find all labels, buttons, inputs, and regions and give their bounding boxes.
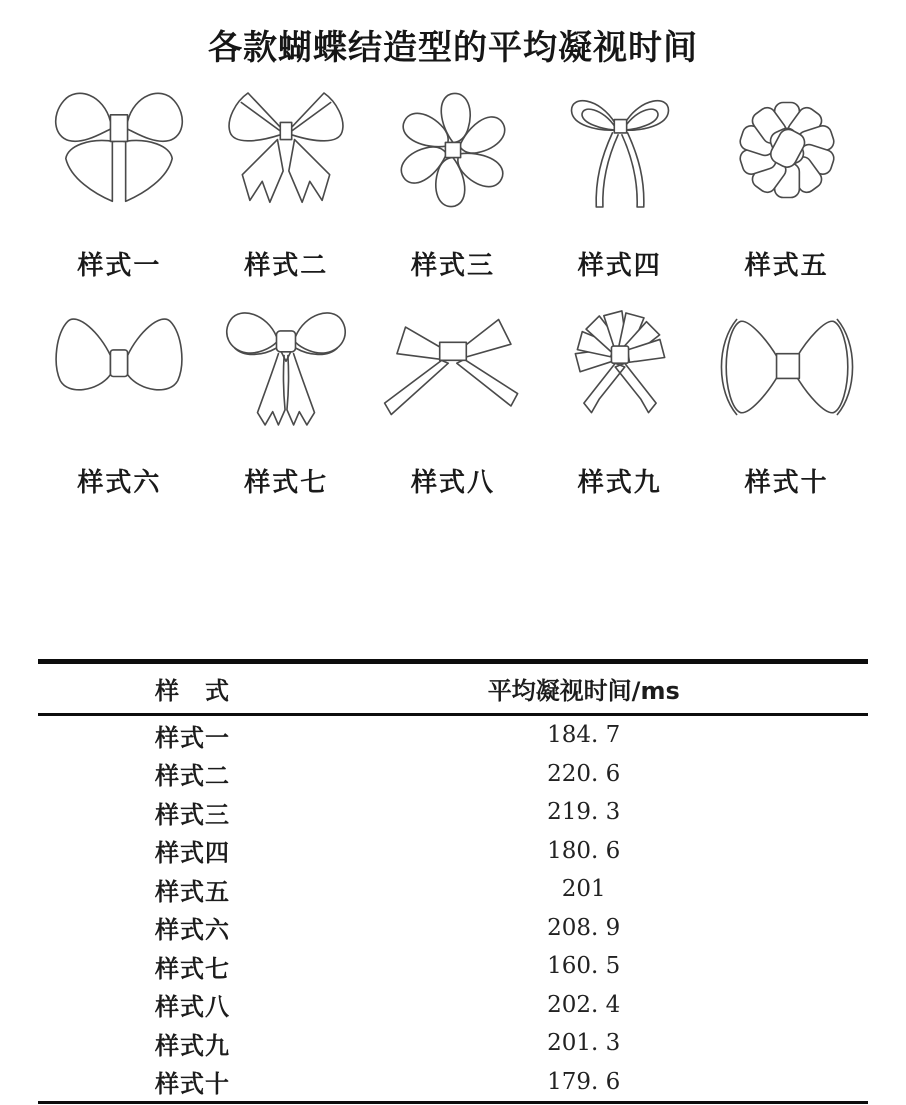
bow-style-7-icon [203, 300, 370, 440]
bow-style-10-icon [703, 300, 870, 440]
time-cell: 160. 5 [547, 953, 621, 980]
time-cell: 219. 3 [547, 799, 621, 826]
style-cell: 样式六 [155, 916, 230, 945]
table-row [38, 947, 868, 986]
page-title: 各款蝴蝶结造型的平均凝视时间 [208, 28, 698, 68]
style-cell: 样式三 [155, 800, 230, 829]
style-cell: 样式九 [155, 1031, 230, 1060]
time-cell: 179. 6 [547, 1068, 621, 1095]
bow-cell-3 [370, 83, 537, 290]
bow-cell-9 [536, 300, 703, 507]
bow-style-5-icon [703, 83, 870, 223]
bow-cell-1 [36, 83, 203, 290]
bow-cell-7 [203, 300, 370, 507]
bow-cell-8 [370, 300, 537, 507]
bow-figure-grid [0, 69, 906, 507]
bow-cell-2 [203, 83, 370, 290]
table-row [38, 1063, 868, 1102]
bow-cell-5 [703, 83, 870, 290]
bow-cell-6 [36, 300, 203, 507]
bow-style-2-icon [203, 83, 370, 223]
time-cell: 220. 6 [547, 760, 621, 787]
table-header-time: 平均凝视时间/ms [487, 677, 680, 705]
table-header-style: 样 式 [155, 677, 230, 705]
table-row [38, 793, 868, 832]
time-cell: 184. 7 [547, 722, 621, 749]
bow-cell-10 [703, 300, 870, 507]
bow-style-1-icon [36, 83, 203, 223]
style-cell: 样式四 [155, 839, 230, 868]
table-row [38, 832, 868, 871]
bow-label-5: 样式五 [744, 251, 829, 281]
bow-label-8: 样式八 [410, 468, 495, 498]
bow-label-2: 样式二 [244, 251, 329, 281]
gaze-time-table [38, 659, 868, 1104]
bow-label-7: 样式七 [244, 468, 329, 498]
bow-style-6-icon [36, 300, 203, 440]
table-header-row [38, 664, 868, 716]
style-cell: 样式五 [155, 877, 230, 906]
style-cell: 样式十 [155, 1070, 230, 1099]
table-row [38, 716, 868, 755]
bow-label-6: 样式六 [77, 468, 162, 498]
style-cell: 样式二 [155, 762, 230, 791]
bow-label-4: 样式四 [577, 251, 662, 281]
table-row [38, 909, 868, 948]
table-row [38, 870, 868, 909]
time-cell: 201. 3 [547, 1030, 621, 1057]
bow-label-3: 样式三 [410, 251, 495, 281]
bow-cell-4 [536, 83, 703, 290]
style-cell: 样式一 [155, 723, 230, 752]
bow-label-10: 样式十 [744, 468, 829, 498]
bow-label-1: 样式一 [77, 251, 162, 281]
table-row [38, 1024, 868, 1063]
bow-style-4-icon [536, 83, 703, 223]
bow-label-9: 样式九 [577, 468, 662, 498]
table-row [38, 986, 868, 1025]
time-cell: 202. 4 [547, 991, 621, 1018]
time-cell: 201 [561, 876, 606, 903]
time-cell: 208. 9 [547, 914, 621, 941]
bow-style-9-icon [536, 300, 703, 440]
table-row [38, 755, 868, 794]
style-cell: 样式七 [155, 954, 230, 983]
bow-style-3-icon [370, 83, 537, 223]
bow-style-8-icon [370, 300, 537, 440]
time-cell: 180. 6 [547, 837, 621, 864]
style-cell: 样式八 [155, 993, 230, 1022]
